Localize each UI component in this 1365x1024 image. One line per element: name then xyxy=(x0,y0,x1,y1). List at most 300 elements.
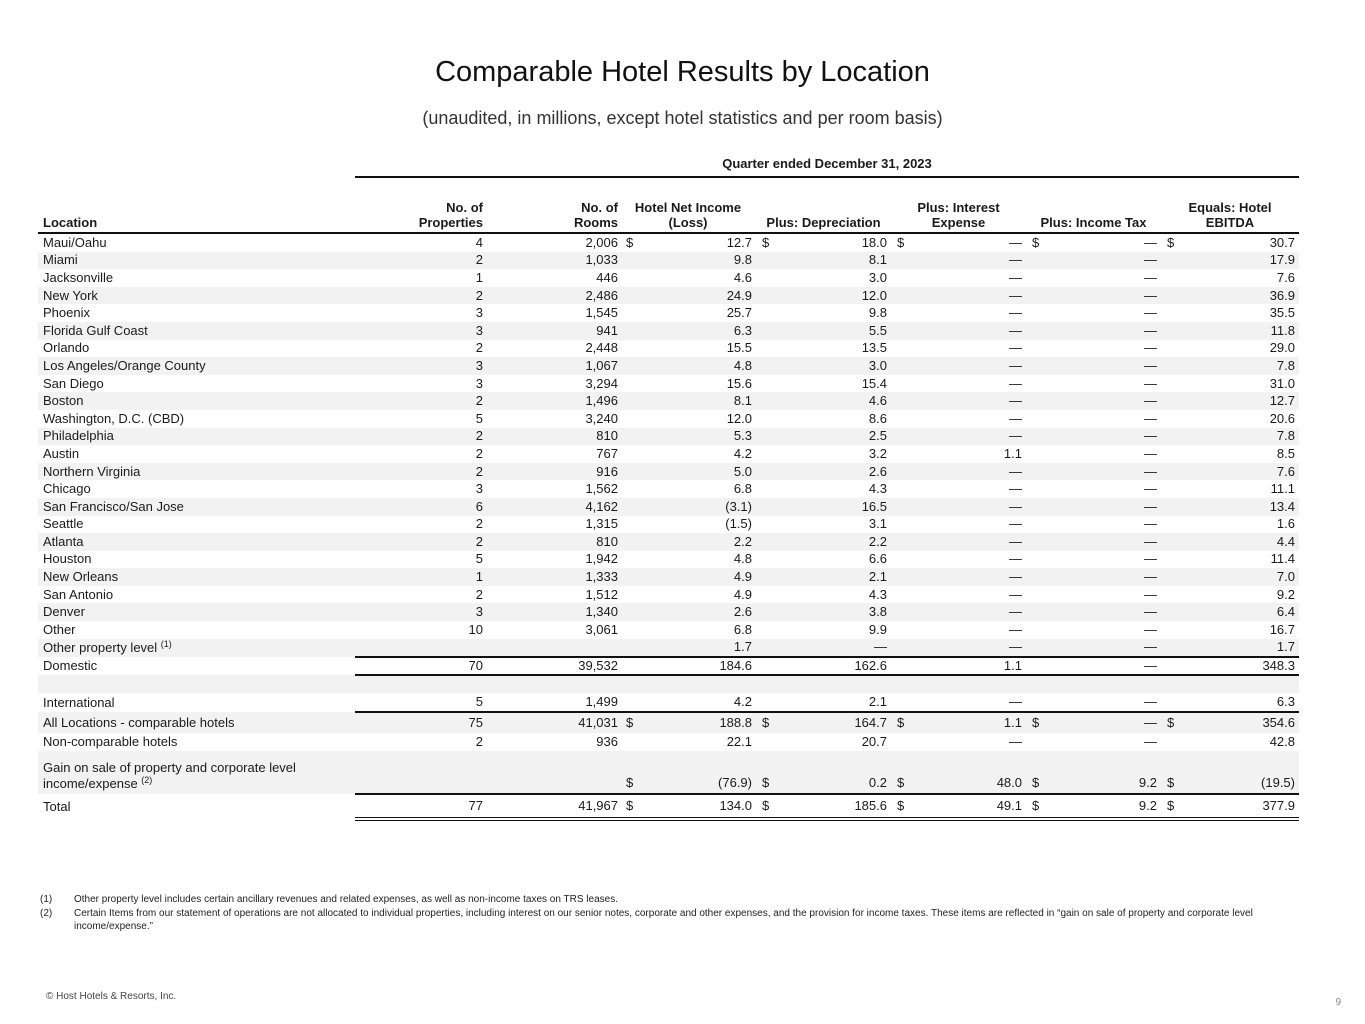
table-row xyxy=(38,428,1299,446)
cell-net-income xyxy=(620,392,756,410)
cell-interest xyxy=(891,252,1026,270)
cell-value: 3 xyxy=(475,357,483,373)
cell-interest xyxy=(891,516,1026,534)
row-location-label: Jacksonville xyxy=(43,269,114,285)
cell-value: — xyxy=(1144,734,1157,750)
cell-ebitda xyxy=(1161,480,1299,498)
page-title: Comparable Hotel Results by Location xyxy=(435,56,930,88)
cell-depreciation xyxy=(756,287,891,305)
cell-tax xyxy=(1026,428,1161,446)
cell-value: 41,967 xyxy=(578,798,618,814)
cell-value: 3.8 xyxy=(868,604,887,620)
cell-value: 3 xyxy=(475,305,483,321)
footnote xyxy=(40,893,1300,906)
currency-symbol: $ xyxy=(1167,775,1175,791)
cell-tax xyxy=(1026,693,1161,712)
cell-value: 1,340 xyxy=(585,604,618,620)
cell-value: — xyxy=(1144,516,1157,532)
col-header-depreciation: Plus: Depreciation xyxy=(756,188,891,233)
cell-value: 936 xyxy=(596,734,618,750)
cell-value: 1.1 xyxy=(1003,658,1022,674)
cell-value: 0.2 xyxy=(868,775,887,791)
row-location xyxy=(38,498,355,516)
cell-value: 2 xyxy=(475,586,483,602)
cell-value: 4,162 xyxy=(585,498,618,514)
cell-value: 184.6 xyxy=(719,658,752,674)
cell-value: 2.6 xyxy=(733,604,752,620)
cell-value: — xyxy=(1009,694,1022,710)
cell-value: — xyxy=(1009,604,1022,620)
cell-rooms xyxy=(485,463,620,481)
cell-value: — xyxy=(1009,586,1022,602)
cell-value: — xyxy=(1009,269,1022,285)
cell-value: 31.0 xyxy=(1269,375,1295,391)
cell-interest xyxy=(891,392,1026,410)
cell-value: 29.0 xyxy=(1269,340,1295,356)
cell-ebitda xyxy=(1161,603,1299,621)
cell-value: 16.7 xyxy=(1269,621,1295,637)
row-location xyxy=(38,463,355,481)
cell-value: 767 xyxy=(596,445,618,461)
cell-value: — xyxy=(874,639,887,655)
currency-symbol: $ xyxy=(897,798,905,814)
cell-properties xyxy=(355,392,485,410)
spacer-cell xyxy=(891,675,1026,693)
cell-rooms xyxy=(485,480,620,498)
currency-symbol: $ xyxy=(762,715,770,731)
cell-rooms xyxy=(485,340,620,358)
row-location xyxy=(38,480,355,498)
cell-value: — xyxy=(1009,569,1022,585)
currency-symbol: $ xyxy=(1032,775,1040,791)
cell-value: — xyxy=(1144,463,1157,479)
cell-value: 6 xyxy=(475,498,483,514)
currency-symbol: $ xyxy=(897,775,905,791)
row-location xyxy=(38,287,355,305)
cell-value: — xyxy=(1144,305,1157,321)
row-location xyxy=(38,233,355,252)
cell-value: — xyxy=(1009,498,1022,514)
cell-value: 810 xyxy=(596,428,618,444)
cell-rooms xyxy=(485,357,620,375)
row-location xyxy=(38,586,355,604)
cell-value: 2.5 xyxy=(868,428,887,444)
cell-rooms xyxy=(485,693,620,712)
cell-net-income xyxy=(620,357,756,375)
cell-ebitda xyxy=(1161,516,1299,534)
cell-value: — xyxy=(1144,445,1157,461)
cell-depreciation xyxy=(756,428,891,446)
cell-value: — xyxy=(1144,269,1157,285)
row-location-label: Non-comparable hotels xyxy=(43,734,178,750)
cell-net-income xyxy=(620,603,756,621)
row-location-label: San Diego xyxy=(43,375,104,391)
cell-value: — xyxy=(1144,340,1157,356)
cell-value: 8.6 xyxy=(868,410,887,426)
cell-value: 8.1 xyxy=(868,252,887,268)
row-location-label: Maui/Oahu xyxy=(43,234,107,250)
col-header-net-income: Hotel Net Income (Loss) xyxy=(620,188,756,233)
cell-value: 1,067 xyxy=(585,357,618,373)
cell-net-income xyxy=(620,233,756,252)
cell-value: 9.8 xyxy=(868,305,887,321)
table-row xyxy=(38,693,1299,712)
cell-properties xyxy=(355,269,485,287)
cell-depreciation xyxy=(756,516,891,534)
cell-value: — xyxy=(1144,393,1157,409)
cell-net-income xyxy=(620,287,756,305)
cell-properties xyxy=(355,340,485,358)
cell-rooms xyxy=(485,657,620,675)
cell-net-income xyxy=(620,480,756,498)
row-location xyxy=(38,551,355,569)
row-location xyxy=(38,751,355,794)
cell-depreciation xyxy=(756,233,891,252)
footnote-mark: (2) xyxy=(40,908,53,919)
cell-ebitda xyxy=(1161,463,1299,481)
row-location xyxy=(38,357,355,375)
cell-value: 348.3 xyxy=(1262,658,1295,674)
cell-properties xyxy=(355,693,485,712)
cell-value: 4.3 xyxy=(868,586,887,602)
cell-ebitda xyxy=(1161,551,1299,569)
spacer-cell xyxy=(355,675,485,693)
cell-ebitda xyxy=(1161,794,1299,819)
table-row xyxy=(38,586,1299,604)
cell-value: 18.0 xyxy=(861,234,887,250)
cell-value: — xyxy=(1009,305,1022,321)
cell-value: — xyxy=(1144,586,1157,602)
cell-value: 7.0 xyxy=(1276,569,1295,585)
table-row xyxy=(38,269,1299,287)
cell-value: — xyxy=(1144,639,1157,655)
cell-value: — xyxy=(1144,569,1157,585)
cell-value: 7.6 xyxy=(1276,269,1295,285)
cell-net-income xyxy=(620,568,756,586)
cell-depreciation xyxy=(756,445,891,463)
cell-tax xyxy=(1026,657,1161,675)
cell-value: — xyxy=(1144,481,1157,497)
col-header-interest: Plus: Interest Expense xyxy=(891,188,1026,233)
cell-depreciation xyxy=(756,533,891,551)
row-location-label: Orlando xyxy=(43,340,90,356)
cell-interest xyxy=(891,751,1026,794)
cell-tax xyxy=(1026,463,1161,481)
cell-properties xyxy=(355,657,485,675)
cell-value: 6.8 xyxy=(733,621,752,637)
cell-value: — xyxy=(1009,375,1022,391)
cell-value: 4.3 xyxy=(868,481,887,497)
row-location-label: Phoenix xyxy=(43,305,90,321)
cell-value: 2 xyxy=(475,252,483,268)
cell-rooms xyxy=(485,252,620,270)
cell-interest xyxy=(891,794,1026,819)
cell-value: — xyxy=(1144,322,1157,338)
cell-value: — xyxy=(1144,287,1157,303)
cell-tax xyxy=(1026,392,1161,410)
cell-value: (3.1) xyxy=(725,498,752,514)
currency-symbol: $ xyxy=(1167,715,1175,731)
cell-value: 30.7 xyxy=(1269,234,1295,250)
cell-value: — xyxy=(1009,481,1022,497)
currency-symbol: $ xyxy=(1032,234,1040,250)
cell-net-income xyxy=(620,639,756,658)
currency-symbol: $ xyxy=(626,234,634,250)
row-location-label: Boston xyxy=(43,393,84,409)
cell-value: 377.9 xyxy=(1262,798,1295,814)
cell-ebitda xyxy=(1161,233,1299,252)
cell-value: 8.1 xyxy=(733,393,752,409)
cell-depreciation xyxy=(756,586,891,604)
cell-value: 12.7 xyxy=(1269,393,1295,409)
cell-value: — xyxy=(1009,287,1022,303)
cell-rooms xyxy=(485,269,620,287)
cell-value: — xyxy=(1009,393,1022,409)
cell-value: 6.6 xyxy=(868,551,887,567)
cell-value: 12.0 xyxy=(726,410,752,426)
cell-value: 5 xyxy=(475,551,483,567)
period-header: Quarter ended December 31, 2023 xyxy=(722,156,932,171)
row-location-label: Atlanta xyxy=(43,533,84,549)
row-location-label: Other xyxy=(43,621,76,637)
cell-properties xyxy=(355,516,485,534)
row-location-label: Austin xyxy=(43,445,80,461)
row-location xyxy=(38,712,355,733)
cell-value: 1 xyxy=(475,569,483,585)
cell-value: — xyxy=(1144,551,1157,567)
cell-value: 39,532 xyxy=(578,658,618,674)
cell-net-income xyxy=(620,751,756,794)
cell-properties xyxy=(355,603,485,621)
cell-properties xyxy=(355,304,485,322)
cell-value: 3.2 xyxy=(868,445,887,461)
row-location xyxy=(38,410,355,428)
cell-value: 4.6 xyxy=(733,269,752,285)
cell-value: 2,448 xyxy=(585,340,618,356)
row-location-label: Miami xyxy=(43,252,78,268)
page-number: 9 xyxy=(1335,997,1341,1008)
currency-symbol: $ xyxy=(626,775,634,791)
table-row xyxy=(38,410,1299,428)
currency-symbol: $ xyxy=(1032,715,1040,731)
cell-value: 134.0 xyxy=(719,798,752,814)
currency-symbol: $ xyxy=(1167,234,1175,250)
cell-depreciation xyxy=(756,712,891,733)
cell-value: 1 xyxy=(475,269,483,285)
row-location-label: International xyxy=(43,694,115,710)
cell-ebitda xyxy=(1161,304,1299,322)
cell-rooms xyxy=(485,603,620,621)
cell-value: 916 xyxy=(596,463,618,479)
cell-value: 24.9 xyxy=(726,287,752,303)
cell-value: 9.8 xyxy=(733,252,752,268)
row-location xyxy=(38,657,355,675)
cell-net-income xyxy=(620,340,756,358)
cell-properties xyxy=(355,751,485,794)
cell-net-income xyxy=(620,733,756,751)
cell-ebitda xyxy=(1161,375,1299,393)
cell-rooms xyxy=(485,233,620,252)
cell-value: 7.6 xyxy=(1276,463,1295,479)
cell-value: 941 xyxy=(596,322,618,338)
cell-value: (19.5) xyxy=(1261,775,1295,791)
cell-value: — xyxy=(1009,234,1022,250)
header-row xyxy=(38,188,1299,233)
cell-value: — xyxy=(1009,734,1022,750)
cell-value: — xyxy=(1144,410,1157,426)
row-location xyxy=(38,322,355,340)
row-location xyxy=(38,568,355,586)
cell-value: 3.1 xyxy=(868,516,887,532)
cell-value: 3,240 xyxy=(585,410,618,426)
cell-value: 4.8 xyxy=(733,357,752,373)
cell-tax xyxy=(1026,568,1161,586)
cell-net-income xyxy=(620,322,756,340)
cell-net-income xyxy=(620,375,756,393)
cell-rooms xyxy=(485,498,620,516)
cell-interest xyxy=(891,712,1026,733)
cell-ebitda xyxy=(1161,657,1299,675)
cell-value: 9.2 xyxy=(1138,775,1157,791)
cell-rooms xyxy=(485,568,620,586)
cell-properties xyxy=(355,410,485,428)
cell-value: 4.6 xyxy=(868,393,887,409)
table-row xyxy=(38,533,1299,551)
row-location-label: Gain on sale of property and corporate level income/expense xyxy=(43,760,296,792)
cell-ebitda xyxy=(1161,445,1299,463)
cell-interest xyxy=(891,269,1026,287)
cell-net-income xyxy=(620,693,756,712)
cell-net-income xyxy=(620,621,756,639)
table-row xyxy=(38,340,1299,358)
cell-value: — xyxy=(1009,252,1022,268)
cell-ebitda xyxy=(1161,428,1299,446)
cell-value: 15.4 xyxy=(861,375,887,391)
cell-rooms xyxy=(485,516,620,534)
row-location xyxy=(38,603,355,621)
cell-value: — xyxy=(1144,428,1157,444)
cell-properties xyxy=(355,445,485,463)
cell-properties xyxy=(355,322,485,340)
footnote xyxy=(40,907,1300,933)
period-divider xyxy=(355,176,1299,178)
footnote-text: Certain Items from our statement of operations are not allocated to individual properties, including interest on our senior notes, corporate and other expenses, and the provision for income taxes. These items are reflected in “gain on sale of property and corporate level income/expense.” xyxy=(74,908,1253,932)
cell-value: 41,031 xyxy=(578,715,618,731)
cell-value: 7.8 xyxy=(1276,357,1295,373)
cell-rooms xyxy=(485,621,620,639)
table-row xyxy=(38,603,1299,621)
row-location xyxy=(38,533,355,551)
cell-rooms xyxy=(485,410,620,428)
row-location xyxy=(38,794,355,819)
cell-value: 4.4 xyxy=(1276,533,1295,549)
cell-depreciation xyxy=(756,252,891,270)
cell-value: 12.7 xyxy=(726,234,752,250)
cell-interest xyxy=(891,322,1026,340)
cell-tax xyxy=(1026,445,1161,463)
cell-tax xyxy=(1026,751,1161,794)
cell-value: 3,294 xyxy=(585,375,618,391)
cell-value: — xyxy=(1144,498,1157,514)
cell-net-income xyxy=(620,304,756,322)
spacer-cell xyxy=(1161,675,1299,693)
row-location xyxy=(38,516,355,534)
cell-value: — xyxy=(1009,533,1022,549)
cell-tax xyxy=(1026,233,1161,252)
cell-value: — xyxy=(1009,463,1022,479)
cell-value: — xyxy=(1009,428,1022,444)
cell-value: — xyxy=(1009,410,1022,426)
table-row xyxy=(38,657,1299,675)
cell-rooms xyxy=(485,392,620,410)
cell-value: 8.5 xyxy=(1276,445,1295,461)
cell-net-income xyxy=(620,794,756,819)
cell-interest xyxy=(891,603,1026,621)
cell-value: 2.2 xyxy=(733,533,752,549)
cell-value: 2 xyxy=(475,463,483,479)
cell-value: 36.9 xyxy=(1269,287,1295,303)
cell-value: 22.1 xyxy=(726,734,752,750)
cell-value: 2,006 xyxy=(585,234,618,250)
cell-tax xyxy=(1026,269,1161,287)
cell-value: — xyxy=(1009,340,1022,356)
cell-net-income xyxy=(620,551,756,569)
cell-properties xyxy=(355,480,485,498)
cell-properties xyxy=(355,639,485,658)
cell-value: 2 xyxy=(475,287,483,303)
cell-value: 4.8 xyxy=(733,551,752,567)
cell-rooms xyxy=(485,322,620,340)
cell-value: — xyxy=(1009,639,1022,655)
cell-rooms xyxy=(485,428,620,446)
cell-value: 12.0 xyxy=(861,287,887,303)
cell-value: 446 xyxy=(596,269,618,285)
cell-net-income xyxy=(620,712,756,733)
cell-value: — xyxy=(1144,604,1157,620)
cell-value: 2.1 xyxy=(868,694,887,710)
row-location-label: Other property level xyxy=(43,639,158,655)
row-location xyxy=(38,340,355,358)
cell-value: — xyxy=(1009,516,1022,532)
cell-properties xyxy=(355,357,485,375)
cell-depreciation xyxy=(756,498,891,516)
cell-value: 10 xyxy=(468,621,483,637)
cell-tax xyxy=(1026,603,1161,621)
cell-tax xyxy=(1026,712,1161,733)
cell-value: 5.5 xyxy=(868,322,887,338)
row-location xyxy=(38,693,355,712)
row-location-label: San Francisco/San Jose xyxy=(43,498,184,514)
cell-value: 2 xyxy=(475,340,483,356)
cell-rooms xyxy=(485,712,620,733)
currency-symbol: $ xyxy=(762,775,770,791)
cell-properties xyxy=(355,498,485,516)
cell-tax xyxy=(1026,480,1161,498)
cell-value: 3 xyxy=(475,375,483,391)
row-location-label: All Locations - comparable hotels xyxy=(43,714,235,730)
row-location-label: Philadelphia xyxy=(43,428,114,444)
cell-value: — xyxy=(1144,533,1157,549)
cell-net-income xyxy=(620,533,756,551)
copyright: © Host Hotels & Resorts, Inc. xyxy=(46,991,177,1002)
cell-value: 9.2 xyxy=(1276,586,1295,602)
cell-value: 15.5 xyxy=(726,340,752,356)
cell-depreciation xyxy=(756,304,891,322)
cell-value: 188.8 xyxy=(719,715,752,731)
cell-value: 1,496 xyxy=(585,393,618,409)
cell-value: 4.9 xyxy=(733,569,752,585)
cell-value: 6.8 xyxy=(733,481,752,497)
